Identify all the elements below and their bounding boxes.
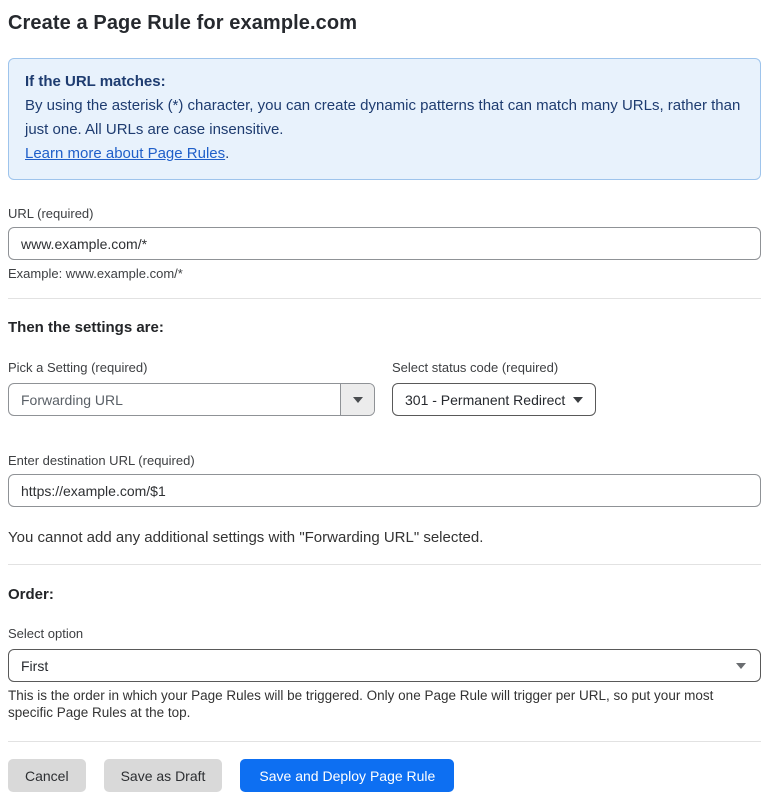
status-code-selected-value: 301 - Permanent Redirect bbox=[405, 391, 566, 408]
chevron-down-icon bbox=[353, 397, 363, 403]
status-code-label: Select status code (required) bbox=[392, 360, 559, 375]
status-code-select[interactable] bbox=[392, 383, 596, 416]
order-section-heading: Order: bbox=[8, 586, 54, 603]
pick-setting-dropdown-button[interactable] bbox=[340, 384, 374, 415]
learn-more-link[interactable]: Learn more about Page Rules bbox=[25, 145, 226, 162]
chevron-down-icon bbox=[573, 397, 583, 403]
page-title: Create a Page Rule for example.com bbox=[8, 12, 358, 34]
order-select[interactable] bbox=[8, 649, 761, 682]
url-example-hint: Example: www.example.com/* bbox=[8, 266, 183, 281]
info-box-body: By using the asterisk (*) character, you can create dynamic patterns that can match many URLs, rather than just one. All URLs are case insensitive. bbox=[25, 97, 741, 138]
pick-setting-select[interactable] bbox=[8, 383, 375, 416]
chevron-down-icon bbox=[736, 663, 746, 669]
url-matches-info-box bbox=[8, 58, 761, 180]
form-actions bbox=[8, 759, 761, 792]
url-input[interactable] bbox=[8, 227, 761, 260]
pick-setting-selected-value: Forwarding URL bbox=[21, 391, 123, 408]
link-period: . bbox=[225, 145, 230, 162]
order-help-text: This is the order in which your Page Rules will be triggered. Only one Page Rule will trigger per URL, so put your most specific Page Rules at the top. bbox=[8, 688, 714, 720]
pick-setting-label: Pick a Setting (required) bbox=[8, 360, 148, 375]
info-box-heading: If the URL matches: bbox=[25, 73, 166, 90]
divider bbox=[8, 298, 761, 299]
pick-setting-column bbox=[8, 360, 375, 416]
info-box-link-line bbox=[25, 142, 744, 166]
save-and-deploy-button[interactable]: Save and Deploy Page Rule bbox=[240, 759, 454, 792]
order-select-label: Select option bbox=[8, 626, 84, 641]
divider bbox=[8, 741, 761, 742]
settings-row bbox=[8, 360, 761, 416]
order-selected-value: First bbox=[21, 657, 49, 674]
save-as-draft-button[interactable]: Save as Draft bbox=[104, 759, 223, 792]
cancel-button[interactable]: Cancel bbox=[8, 759, 86, 792]
divider bbox=[8, 564, 761, 565]
url-field-label: URL (required) bbox=[8, 206, 94, 221]
forwarding-url-note: You cannot add any additional settings with "Forwarding URL" selected. bbox=[8, 529, 484, 546]
settings-section-heading: Then the settings are: bbox=[8, 319, 164, 336]
destination-url-label: Enter destination URL (required) bbox=[8, 453, 195, 468]
destination-url-input[interactable] bbox=[8, 474, 761, 507]
status-code-column bbox=[392, 360, 592, 416]
